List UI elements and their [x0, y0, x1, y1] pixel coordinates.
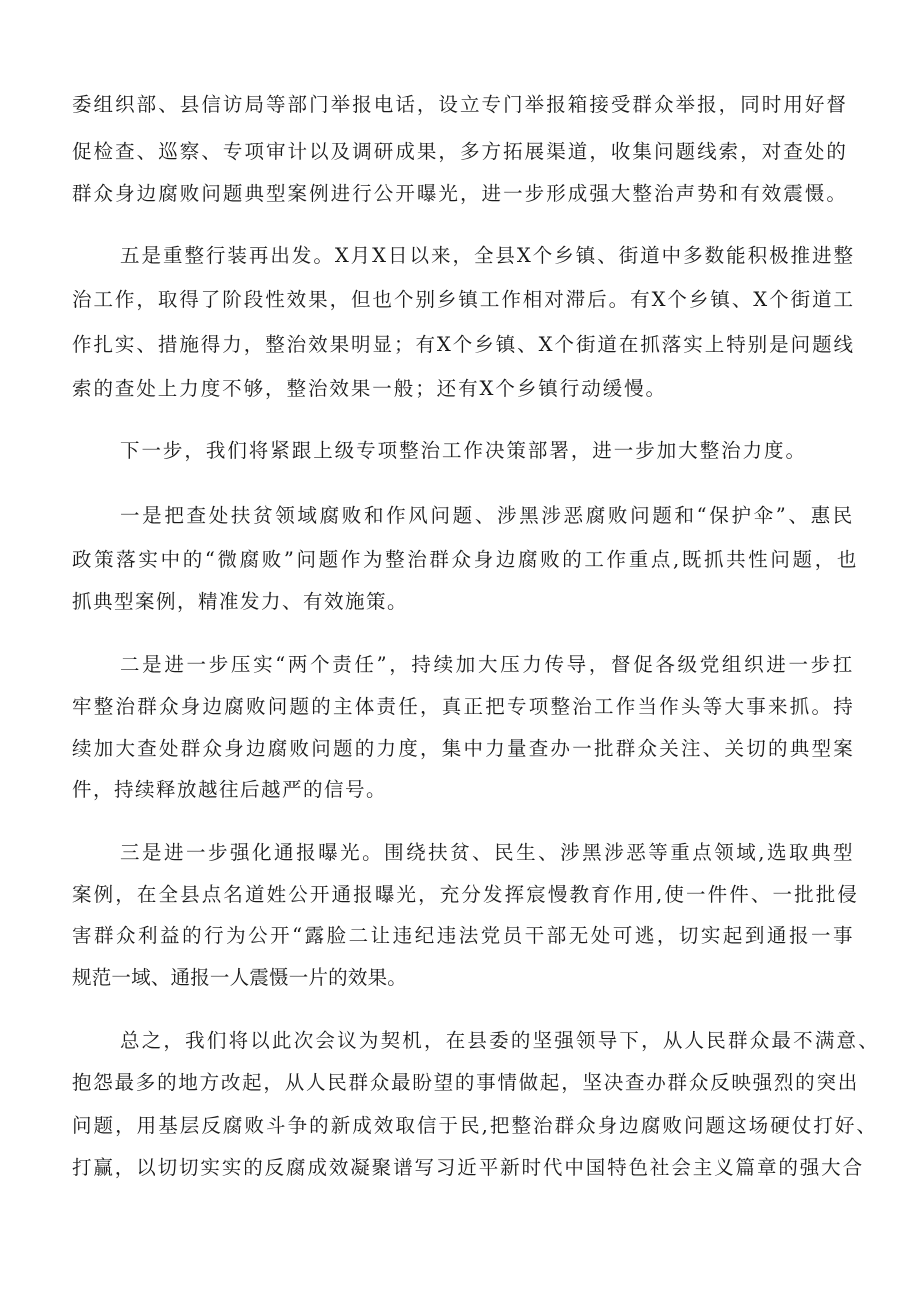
text-line-content: 抓典型案例，精准发力、有效施策。	[72, 590, 408, 613]
text-line-content: 群众身边腐败问题典型案例进行公开曝光，进一步形成强大整治声势和有效震慑。	[72, 182, 848, 205]
text-line	[0, 545, 920, 575]
text-line-content: 作扎实、措施得力，整治效果明显；有X个乡镇、X个街道在抓落实上特别是问题线	[72, 333, 855, 356]
text-line	[0, 838, 920, 868]
text-line-content: 总之，我们将以此次会议为契机，在县委的坚强领导下，从人民群众最不满意、	[120, 1029, 880, 1052]
text-line-content: 三是进一步强化通报曝光。围绕扶贫、民生、涉黑涉恶等重点领域,选取典型	[120, 841, 855, 864]
text-line	[0, 501, 920, 531]
text-line	[0, 1111, 920, 1141]
text-line-content: 促检查、巡察、专项审计以及调研成果，多方拓展渠道，收集问题线索，对查处的	[72, 140, 848, 163]
text-line-content: 件，持续释放越往后越严的信号。	[72, 778, 387, 801]
text-line	[0, 436, 920, 466]
text-line	[0, 963, 920, 993]
text-line	[0, 1026, 920, 1056]
text-line-content: 政策落实中的“微腐败”问题作为整治群众身边腐败的工作重点,既抓共性问题，也	[72, 548, 859, 571]
text-line-content: 打赢，以切切实实的反腐成效凝聚谱写习近平新时代中国特色社会主义篇章的强大合	[72, 1156, 864, 1179]
text-line-content: 索的查处上力度不够，整治效果一般；还有X个乡镇行动缓慢。	[72, 377, 667, 400]
text-line-content: 规范一域、通报一人震慑一片的效果。	[72, 966, 407, 989]
text-line-content: 下一步，我们将紧跟上级专项整治工作决策部署，进一步加大整治力度。	[120, 439, 807, 462]
text-line-content: 抱怨最多的地方改起，从人民群众最盼望的事情做起，坚决查办群众反映强烈的突出	[72, 1071, 859, 1094]
text-line-content: 害群众利益的行为公开“露脸二让违纪违法党员干部无处可逃，切实起到通报一事	[72, 924, 855, 947]
text-line	[0, 775, 920, 805]
text-line	[0, 374, 920, 404]
text-line-content: 续加大查处群众身边腐败问题的力度，集中力量查办一批群众关注、关切的典型案	[72, 737, 855, 760]
text-line-content: 问题，用基层反腐败斗争的新成效取信于民,把整治群众身边腐败问题这场硬仗打好、	[72, 1114, 878, 1137]
text-line	[0, 1068, 920, 1098]
text-line	[0, 137, 920, 167]
text-line	[0, 587, 920, 617]
text-line-content: 委组织部、县信访局等部门举报电话，设立专门举报箱接受群众举报，同时用好督	[72, 93, 848, 116]
text-line	[0, 330, 920, 360]
text-line-content: 五是重整行装再出发。X月X日以来，全县X个乡镇、街道中多数能积极推进整	[120, 244, 855, 267]
text-line	[0, 650, 920, 680]
text-line	[0, 90, 920, 120]
text-line	[0, 921, 920, 951]
text-line	[0, 1153, 920, 1183]
text-line-content: 牢整治群众身边腐败问题的主体责任，真正把专项整治工作当作头等大事来抓。持	[72, 695, 855, 718]
text-line-content: 二是进一步压实“两个责任”，持续加大压力传导，督促各级党组织进一步扛	[120, 653, 855, 676]
text-line-content: 一是把查处扶贫领域腐败和作风问题、涉黑涉恶腐败问题和“保护伞”、惠民	[120, 504, 855, 527]
text-line-content: 案例，在全县点名道姓公开通报曝光，充分发挥宸慢教育作用,使一件件、一批批侵	[72, 883, 859, 906]
text-line	[0, 734, 920, 764]
text-line	[0, 241, 920, 271]
text-line	[0, 692, 920, 722]
text-line	[0, 880, 920, 910]
text-line	[0, 285, 920, 315]
text-line-content: 治工作，取得了阶段性效果，但也个别乡镇工作相对滞后。有X个乡镇、X个街道工	[72, 288, 855, 311]
text-line	[0, 179, 920, 209]
